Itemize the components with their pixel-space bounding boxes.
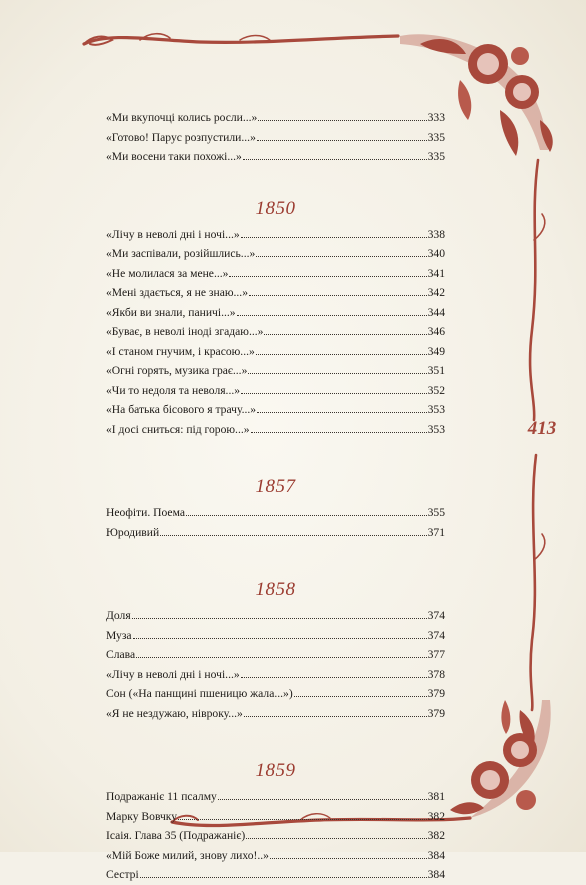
entry-page-number: 382 xyxy=(427,829,445,842)
entry-page-number: 381 xyxy=(427,790,445,803)
dot-leader xyxy=(241,393,427,394)
entry-page-number: 371 xyxy=(427,525,445,539)
entry-page-number: 379 xyxy=(427,687,445,700)
entry-page-number: 349 xyxy=(427,344,445,358)
dot-leader xyxy=(136,657,426,658)
bottom-right-flower-cluster xyxy=(450,700,551,818)
entry-page-number: 353 xyxy=(427,422,445,436)
entry-title: Слава xyxy=(106,648,136,661)
entry-page-number: 353 xyxy=(427,403,445,416)
toc-entry[interactable] xyxy=(106,342,445,362)
dot-leader xyxy=(186,515,427,516)
dot-leader xyxy=(132,618,427,619)
top-swirl-ornament xyxy=(84,34,398,45)
entry-page-number: 384 xyxy=(427,848,445,862)
toc-entry[interactable] xyxy=(106,264,445,284)
toc-entry[interactable] xyxy=(106,807,445,827)
section-year-heading: 1850 xyxy=(255,197,296,219)
entry-title: «Я не нездужаю, нівроку...» xyxy=(106,706,243,720)
toc-entry[interactable] xyxy=(106,303,445,323)
entry-title: Ісаія. Глава 35 (Подражаніє) xyxy=(106,829,246,842)
dot-leader xyxy=(241,677,427,678)
toc-section xyxy=(106,197,445,440)
entry-title: «Мені здається, я не знаю...» xyxy=(106,286,249,299)
dot-leader xyxy=(140,877,427,878)
dot-leader xyxy=(294,696,427,697)
entry-page-number: 340 xyxy=(427,247,445,260)
entry-page-number: 379 xyxy=(427,706,445,720)
toc-entry[interactable] xyxy=(106,108,445,128)
dot-leader xyxy=(257,140,427,141)
entry-page-number: 374 xyxy=(427,628,445,642)
entry-title: «Лічу в неволі дні і ночі...» xyxy=(106,667,240,681)
dot-leader xyxy=(133,638,427,639)
dot-leader xyxy=(258,120,426,121)
entry-title: «Ми вкупочці колись росли...» xyxy=(106,111,258,124)
dot-leader xyxy=(264,334,426,335)
entry-title: «Мій Боже милий, знову лихо!..» xyxy=(106,848,269,862)
dot-leader xyxy=(178,819,427,820)
toc-section xyxy=(106,578,445,723)
toc-section xyxy=(106,475,445,542)
entry-page-number: 344 xyxy=(427,305,445,319)
entry-title: «Якби ви знали, паничі...» xyxy=(106,305,236,319)
entry-page-number: 384 xyxy=(427,868,445,881)
dot-leader xyxy=(243,159,427,160)
entry-title: Доля xyxy=(106,609,131,622)
dot-leader xyxy=(237,315,427,316)
entry-title: Сестрі xyxy=(106,868,139,881)
entry-title: Юродивий xyxy=(106,525,160,539)
toc-entry[interactable] xyxy=(106,665,445,685)
dot-leader xyxy=(256,354,427,355)
entry-page-number: 382 xyxy=(427,809,445,823)
toc-entry[interactable] xyxy=(106,523,445,543)
toc-entry[interactable] xyxy=(106,381,445,401)
entry-title: «Лічу в неволі дні і ночі...» xyxy=(106,227,240,241)
dot-leader xyxy=(256,256,426,257)
dot-leader xyxy=(160,535,426,536)
entry-title: «Не молилася за мене...» xyxy=(106,266,229,280)
toc-entry[interactable] xyxy=(106,147,445,167)
entry-title: «І станом гнучим, і красою...» xyxy=(106,344,255,358)
entry-title: «Чи то недоля та неволя...» xyxy=(106,383,241,397)
toc-entry[interactable] xyxy=(106,684,445,704)
entry-title: Неофіти. Поема xyxy=(106,506,185,519)
toc-section xyxy=(106,108,445,167)
entry-page-number: 352 xyxy=(427,383,445,397)
dot-leader xyxy=(246,838,426,839)
entry-page-number: 333 xyxy=(427,111,445,124)
toc-entry[interactable] xyxy=(106,420,445,440)
entry-title: «Готово! Парус розпустили...» xyxy=(106,130,256,144)
dot-leader xyxy=(248,373,426,374)
dot-leader xyxy=(251,432,427,433)
entry-title: «Ми заспівали, розійшлись...» xyxy=(106,247,256,260)
section-year-heading: 1857 xyxy=(255,476,296,497)
entry-title: Сон («На панщині пшеницю жала...») xyxy=(106,687,293,700)
toc-entry[interactable] xyxy=(106,865,445,885)
dot-leader xyxy=(218,799,427,800)
toc-entry[interactable] xyxy=(106,361,445,381)
toc-entry[interactable] xyxy=(106,626,445,646)
toc-entry[interactable] xyxy=(106,244,445,264)
page-number: 413 xyxy=(527,418,557,439)
entry-title: Подражаніє 11 псалму xyxy=(106,790,217,803)
entry-page-number: 342 xyxy=(427,286,445,299)
toc-entry[interactable] xyxy=(106,283,445,303)
entry-page-number: 335 xyxy=(427,130,445,144)
entry-page-number: 338 xyxy=(427,227,445,241)
toc-entry[interactable] xyxy=(106,400,445,420)
entry-page-number: 351 xyxy=(427,364,445,377)
entry-title: «Ми восени таки похожі...» xyxy=(106,150,242,163)
toc-entry[interactable] xyxy=(106,606,445,626)
entry-title: Марку Вовчку xyxy=(106,809,178,823)
entry-title: «Буває, в неволі іноді згадаю...» xyxy=(106,325,264,338)
section-year-heading: 1858 xyxy=(255,579,296,600)
entry-page-number: 378 xyxy=(427,667,445,681)
entry-title: «Огні горять, музика грає...» xyxy=(106,364,248,377)
dot-leader xyxy=(244,716,427,717)
toc-entry[interactable] xyxy=(106,503,445,523)
toc-entry[interactable] xyxy=(106,645,445,665)
entry-page-number: 346 xyxy=(427,325,445,338)
entry-page-number: 335 xyxy=(427,150,445,163)
dot-leader xyxy=(229,276,426,277)
entry-page-number: 374 xyxy=(427,609,445,622)
dot-leader xyxy=(270,858,427,859)
entry-title: «І досі сниться: під горою...» xyxy=(106,422,250,436)
section-year-heading: 1859 xyxy=(255,760,296,781)
entry-title: «На батька бісового я трачу...» xyxy=(106,403,257,416)
toc-entry[interactable] xyxy=(106,322,445,342)
entry-page-number: 377 xyxy=(427,648,445,661)
toc-entry[interactable] xyxy=(106,128,445,148)
entry-page-number: 355 xyxy=(427,506,445,519)
toc-entry[interactable] xyxy=(106,225,445,245)
table-of-contents xyxy=(106,72,445,885)
dot-leader xyxy=(241,237,427,238)
dot-leader xyxy=(249,295,427,296)
toc-entry[interactable] xyxy=(106,787,445,807)
toc-entry[interactable] xyxy=(106,846,445,866)
entry-title: Муза xyxy=(106,628,132,642)
toc-entry[interactable] xyxy=(106,704,445,724)
toc-section xyxy=(106,759,445,885)
dot-leader xyxy=(257,412,427,413)
toc-entry[interactable] xyxy=(106,826,445,846)
entry-page-number: 341 xyxy=(427,266,445,280)
